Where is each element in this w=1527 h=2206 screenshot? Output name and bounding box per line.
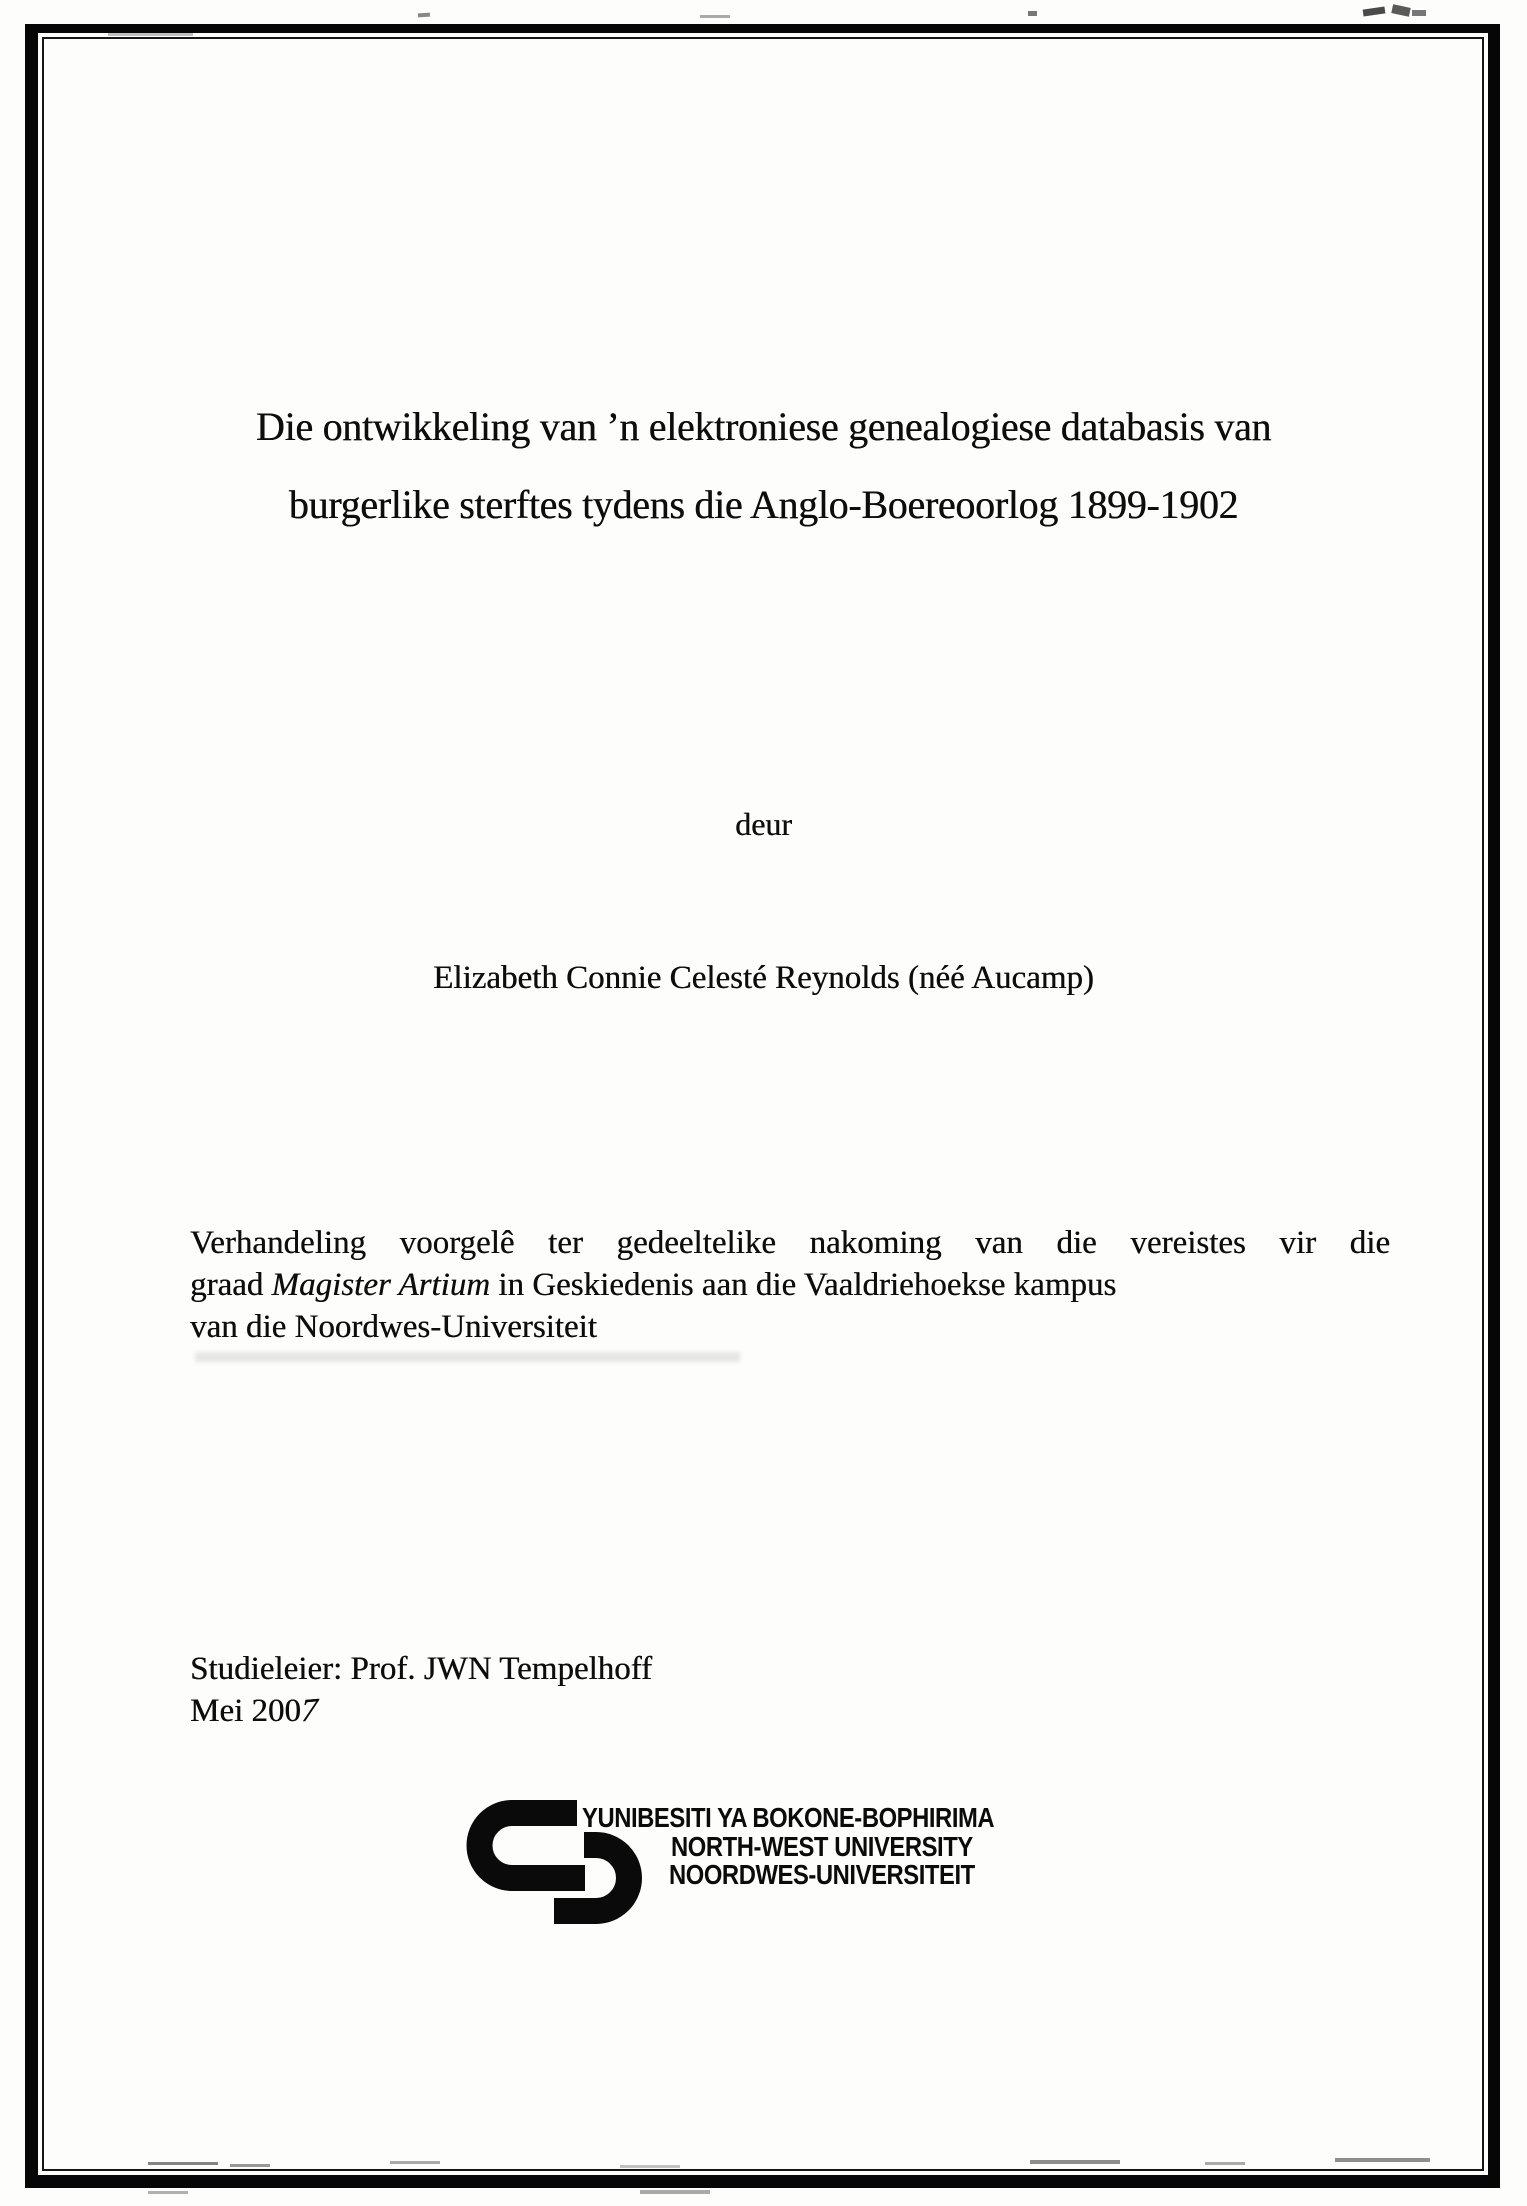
scan-speck [1028, 11, 1037, 16]
declaration-line3: van die Noordwes-Universiteit [190, 1309, 597, 1345]
supervisor-line: Studieleier: Prof. JWN Tempelhoff [190, 1651, 653, 1687]
author-name: Elizabeth Connie Celesté Reynolds (néé Aucamp) [433, 960, 1094, 996]
nwu-logo [460, 1795, 1100, 1945]
scan-speck [418, 13, 430, 18]
declaration-line2-prefix: graad [190, 1267, 272, 1303]
logo-text-afrikaans: NOORDWES-UNIVERSITEIT [669, 1859, 975, 1890]
thesis-title-line2: burgerlike sterftes tydens die Anglo-Boereoorlog 1899-1902 [288, 482, 1239, 527]
logo-text-english: NORTH-WEST UNIVERSITY [671, 1831, 973, 1862]
degree-name-italic: Magister Artium [271, 1267, 491, 1303]
scan-smudge [1391, 4, 1410, 17]
logo-text-setswana: YUNIBESITI YA BOKONE-BOPHIRIMA [582, 1802, 995, 1833]
scan-smudge [1412, 10, 1426, 16]
thesis-title-line1: Die ontwikkeling van ’n elektroniese genealogiese databasis van [255, 404, 1272, 449]
scan-mark [640, 2190, 710, 2194]
scan-mark [148, 2191, 188, 2194]
scan-speck [700, 15, 730, 18]
byline-deur: deur [735, 806, 792, 842]
declaration-line1: Verhandeling voorgelê ter gedeeltelike nakoming van die vereistes vir die [190, 1225, 1390, 1261]
supervisor-block [190, 1648, 652, 1732]
declaration-paragraph [190, 1222, 1390, 1348]
scan-smudge [1363, 7, 1386, 17]
date-prefix: Mei 200 [190, 1693, 301, 1729]
date-last-digit: 7 [297, 1692, 322, 1730]
date-line [190, 1690, 652, 1732]
declaration-line2 [190, 1264, 1390, 1306]
declaration-line2-suffix: in Geskiedenis aan die Vaaldriehoekse kampus [490, 1267, 1117, 1303]
